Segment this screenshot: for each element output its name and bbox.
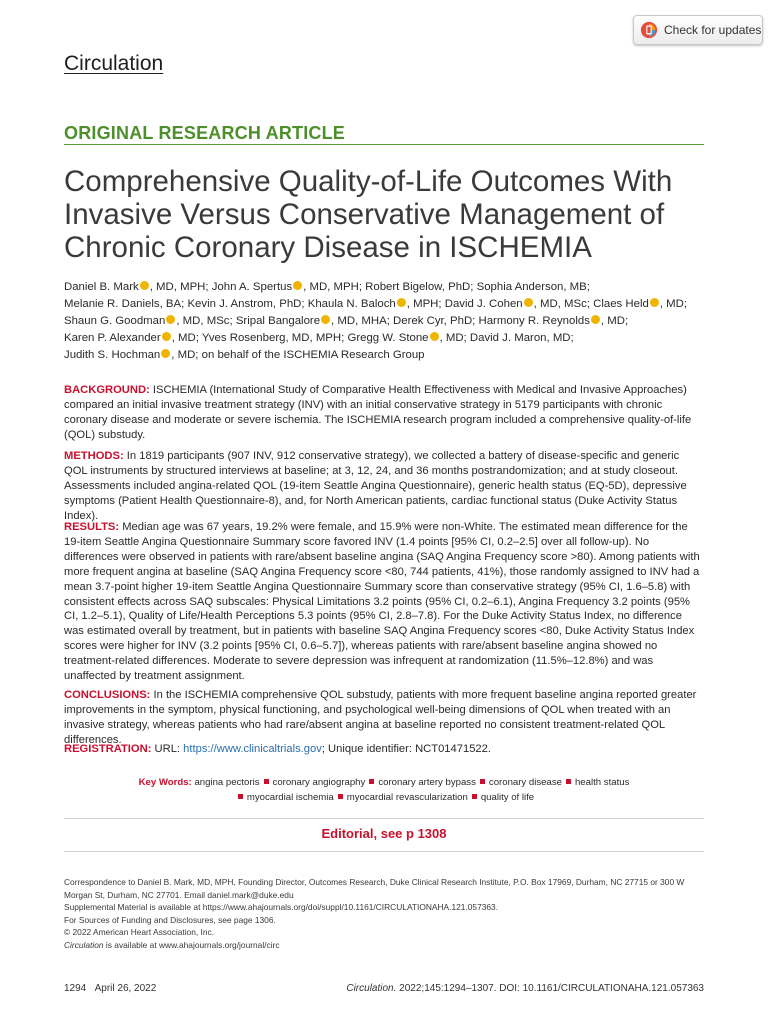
orcid-icon[interactable]	[321, 315, 330, 324]
author-name: Shaun G. Goodman	[64, 315, 166, 328]
author-name: Daniel B. Mark	[64, 281, 139, 293]
author-name: Robert Bigelow, PhD;	[365, 281, 477, 293]
footer-journal: Circulation.	[346, 983, 397, 994]
keyword-separator	[264, 779, 269, 784]
keyword-separator	[238, 794, 243, 799]
keyword: myocardial revascularization	[346, 792, 468, 803]
author-name: David J. Maron, MD;	[469, 332, 574, 345]
footnotes	[64, 876, 704, 951]
author-name: Yves Rosenberg, MD, MPH;	[201, 332, 348, 345]
keyword: health status	[574, 777, 630, 788]
author-name: Claes Held	[593, 298, 649, 311]
conclusions-label: CONCLUSIONS:	[64, 689, 151, 701]
availability-journal: Circulation	[64, 939, 104, 950]
editorial-divider-bottom	[64, 851, 704, 852]
copyright-note: © 2022 American Heart Association, Inc.	[64, 927, 215, 937]
author-name: Derek Cyr, PhD;	[393, 315, 479, 328]
author-name: Harmony R. Reynolds	[478, 315, 590, 328]
registration-suffix: ; Unique identifier: NCT01471522.	[321, 743, 491, 755]
orcid-icon[interactable]	[161, 349, 170, 358]
correspondence-note: Correspondence to Daniel B. Mark, MD, MPH, Founding Director, Outcomes Research, Duke Clinical Research Institute, P.O. Box 17969, Durham, NC 27715 or 300 W Morgan St, Durham, NC 27701. Email daniel.mark@duke.edu	[64, 877, 685, 900]
keyword: coronary artery bypass	[378, 777, 476, 788]
footer-citation	[346, 983, 704, 994]
orcid-icon[interactable]	[162, 332, 171, 341]
abstract-background	[64, 383, 704, 443]
crossmark-icon	[640, 21, 658, 39]
registration-prefix: URL:	[154, 743, 184, 755]
supplemental-note: Supplemental Material is available at https://www.ahajournals.org/doi/suppl/10.1161/CIRCULATIONAHA.121.057363.	[64, 902, 499, 912]
registration-label: REGISTRATION:	[64, 743, 152, 755]
registration-link[interactable]: https://www.clinicaltrials.gov	[183, 743, 322, 755]
check-for-updates-button[interactable]	[633, 15, 763, 45]
author-name: Khaula N. Baloch	[307, 298, 396, 311]
keyword-separator	[369, 779, 374, 784]
author-degree: , MPH;	[406, 298, 445, 311]
methods-label: METHODS:	[64, 450, 124, 462]
author-degree: , MD, MPH;	[303, 281, 366, 293]
orcid-icon[interactable]	[430, 332, 439, 341]
keywords-block	[100, 775, 668, 805]
methods-text: In 1819 participants (907 INV, 912 conservative strategy), we collected a battery of disease-specific and generic QOL instruments by structured interviews at baseline; at 3, 12, 24, and 36 months postrandomization; and at study closeout. Assessments included angina-related QOL (19-item Seattle Angina Questionnaire), generic health status (EQ-5D), depressive symptoms (Patient Health Questionnaire-8), and, for North American patients, cardiac functional status (Duke Activity Status Index).	[64, 450, 687, 522]
author-name: John A. Spertus	[211, 281, 293, 293]
keyword-separator	[566, 779, 571, 784]
background-text: ISCHEMIA (International Study of Comparative Health Effectiveness with Medical and Invasive Approaches) compared an initial invasive treatment strategy (INV) with an initial conservative strategy in 5179 participants with chronic coronary disease and moderate or severe ischemia. The ISCHEMIA research program included a comprehensive quality-of-life (QOL) substudy.	[64, 384, 692, 441]
author-name: Melanie R. Daniels, BA;	[64, 298, 188, 311]
keyword: quality of life	[480, 792, 535, 803]
abstract-conclusions	[64, 688, 704, 748]
orcid-icon[interactable]	[140, 281, 149, 290]
heading-divider	[64, 144, 704, 145]
keyword: coronary angiography	[272, 777, 366, 788]
page-number: 1294	[64, 983, 87, 994]
author-degree: , MD;	[439, 332, 470, 345]
background-label: BACKGROUND:	[64, 384, 150, 396]
author-name: Karen P. Alexander	[64, 332, 161, 345]
keyword-separator	[472, 794, 477, 799]
abstract-methods	[64, 449, 704, 524]
footer-page-date	[64, 983, 156, 994]
check-for-updates-label: Check for updates	[664, 23, 762, 37]
keyword-separator	[338, 794, 343, 799]
author-name: Sripal Bangalore	[235, 315, 321, 328]
funding-note: For Sources of Funding and Disclosures, see page 1306.	[64, 914, 276, 925]
orcid-icon[interactable]	[524, 298, 533, 307]
results-label: RESULTS:	[64, 521, 120, 533]
keywords-label: Key Words:	[138, 777, 192, 788]
author-degree: , MD;	[600, 315, 629, 328]
results-text: Median age was 67 years, 19.2% were female, and 15.9% were non-White. The estimated mean difference for the 19-item Seattle Angina Questionnaire Summary score favored INV (1.4 points [95% CI, 0.2–2.5] over all follow-up). No differences were observed in patients with rare/absent baseline angina (SAQ Angina Frequency score >80). Among patients with more frequent angina at baseline (SAQ Angina Frequency score <80, 744 patients, 41%), those randomly assigned to INV had a mean 3.7-point higher 19-item Seattle Angina Questionnaire Summary score than conservative strategy (95% CI, 1.6–5.8) with consistent effects across SAQ subscales: Physical Limitations 3.2 points (95% CI, 0.2–6.1), Angina Frequency 3.2 points (95% CI, 1.2–5.1), Quality of Life/Health Perceptions 5.3 points (95% CI, 2.8–7.8). For the Duke Activity Status Index, no difference was estimated overall by treatment, but in patients with baseline SAQ Angina Frequency scores <80, Duke Activity Status Index scores were higher for INV (3.2 points [95% CI, 0.6–5.7]), whereas patients with rare/absent baseline angina showed no treatment-related differences. Moderate to severe depression was infrequent at randomization (11.5%–12.8%) and was unaffected by treatment assignment.	[64, 521, 700, 683]
abstract-registration	[64, 742, 704, 757]
conclusions-text: In the ISCHEMIA comprehensive QOL substudy, patients with more frequent baseline angina reported greater improvements in the symptom, physical functioning, and psychological well-being dimensions of QOL when treated with an invasive strategy, whereas patients who had rare/absent angina at baseline reported no consistent treatment-related QOL differences.	[64, 689, 697, 746]
author-degree: , MD, MHA;	[331, 315, 394, 328]
author-degree: , MD, MPH;	[149, 281, 212, 293]
journal-name[interactable]: Circulation	[64, 52, 164, 75]
editorial-link[interactable]: Editorial, see p 1308	[321, 826, 447, 841]
keyword: angina pectoris	[194, 777, 260, 788]
availability-text: is available at www.ahajournals.org/journal/circ	[103, 939, 280, 950]
author-name: Kevin J. Anstrom, PhD;	[187, 298, 308, 311]
article-type-heading: ORIGINAL RESEARCH ARTICLE	[64, 123, 346, 143]
author-name: David J. Cohen	[444, 298, 523, 311]
article-title: Comprehensive Quality-of-Life Outcomes With Invasive Versus Conservative Management of Chronic Coronary Disease in ISCHEMIA	[64, 165, 673, 264]
issue-date: April 26, 2022	[94, 983, 157, 994]
author-list	[64, 279, 704, 364]
author-name: Sophia Anderson, MB;	[476, 281, 590, 293]
keyword-separator	[480, 779, 485, 784]
author-name: Gregg W. Stone	[347, 332, 429, 345]
availability-note	[64, 939, 704, 952]
author-degree: , MD, MSc;	[176, 315, 236, 328]
abstract-results	[64, 520, 704, 684]
author-degree: , MD, MSc;	[533, 298, 594, 311]
orcid-icon[interactable]	[293, 281, 302, 290]
author-degree: , MD;	[659, 298, 688, 311]
orcid-icon[interactable]	[166, 315, 175, 324]
author-degree: , MD;	[171, 332, 202, 345]
keyword: coronary disease	[488, 777, 562, 788]
author-name: Judith S. Hochman	[64, 349, 161, 362]
footer-citation-text: 2022;145:1294–1307. DOI: 10.1161/CIRCULATIONAHA.121.057363	[396, 983, 704, 994]
author-degree: , MD; on behalf of the ISCHEMIA Research Group	[171, 349, 425, 362]
editorial-divider-top	[64, 818, 704, 819]
orcid-icon[interactable]	[650, 298, 659, 307]
keyword: myocardial ischemia	[246, 792, 334, 803]
orcid-icon[interactable]	[397, 298, 406, 307]
orcid-icon[interactable]	[591, 315, 600, 324]
